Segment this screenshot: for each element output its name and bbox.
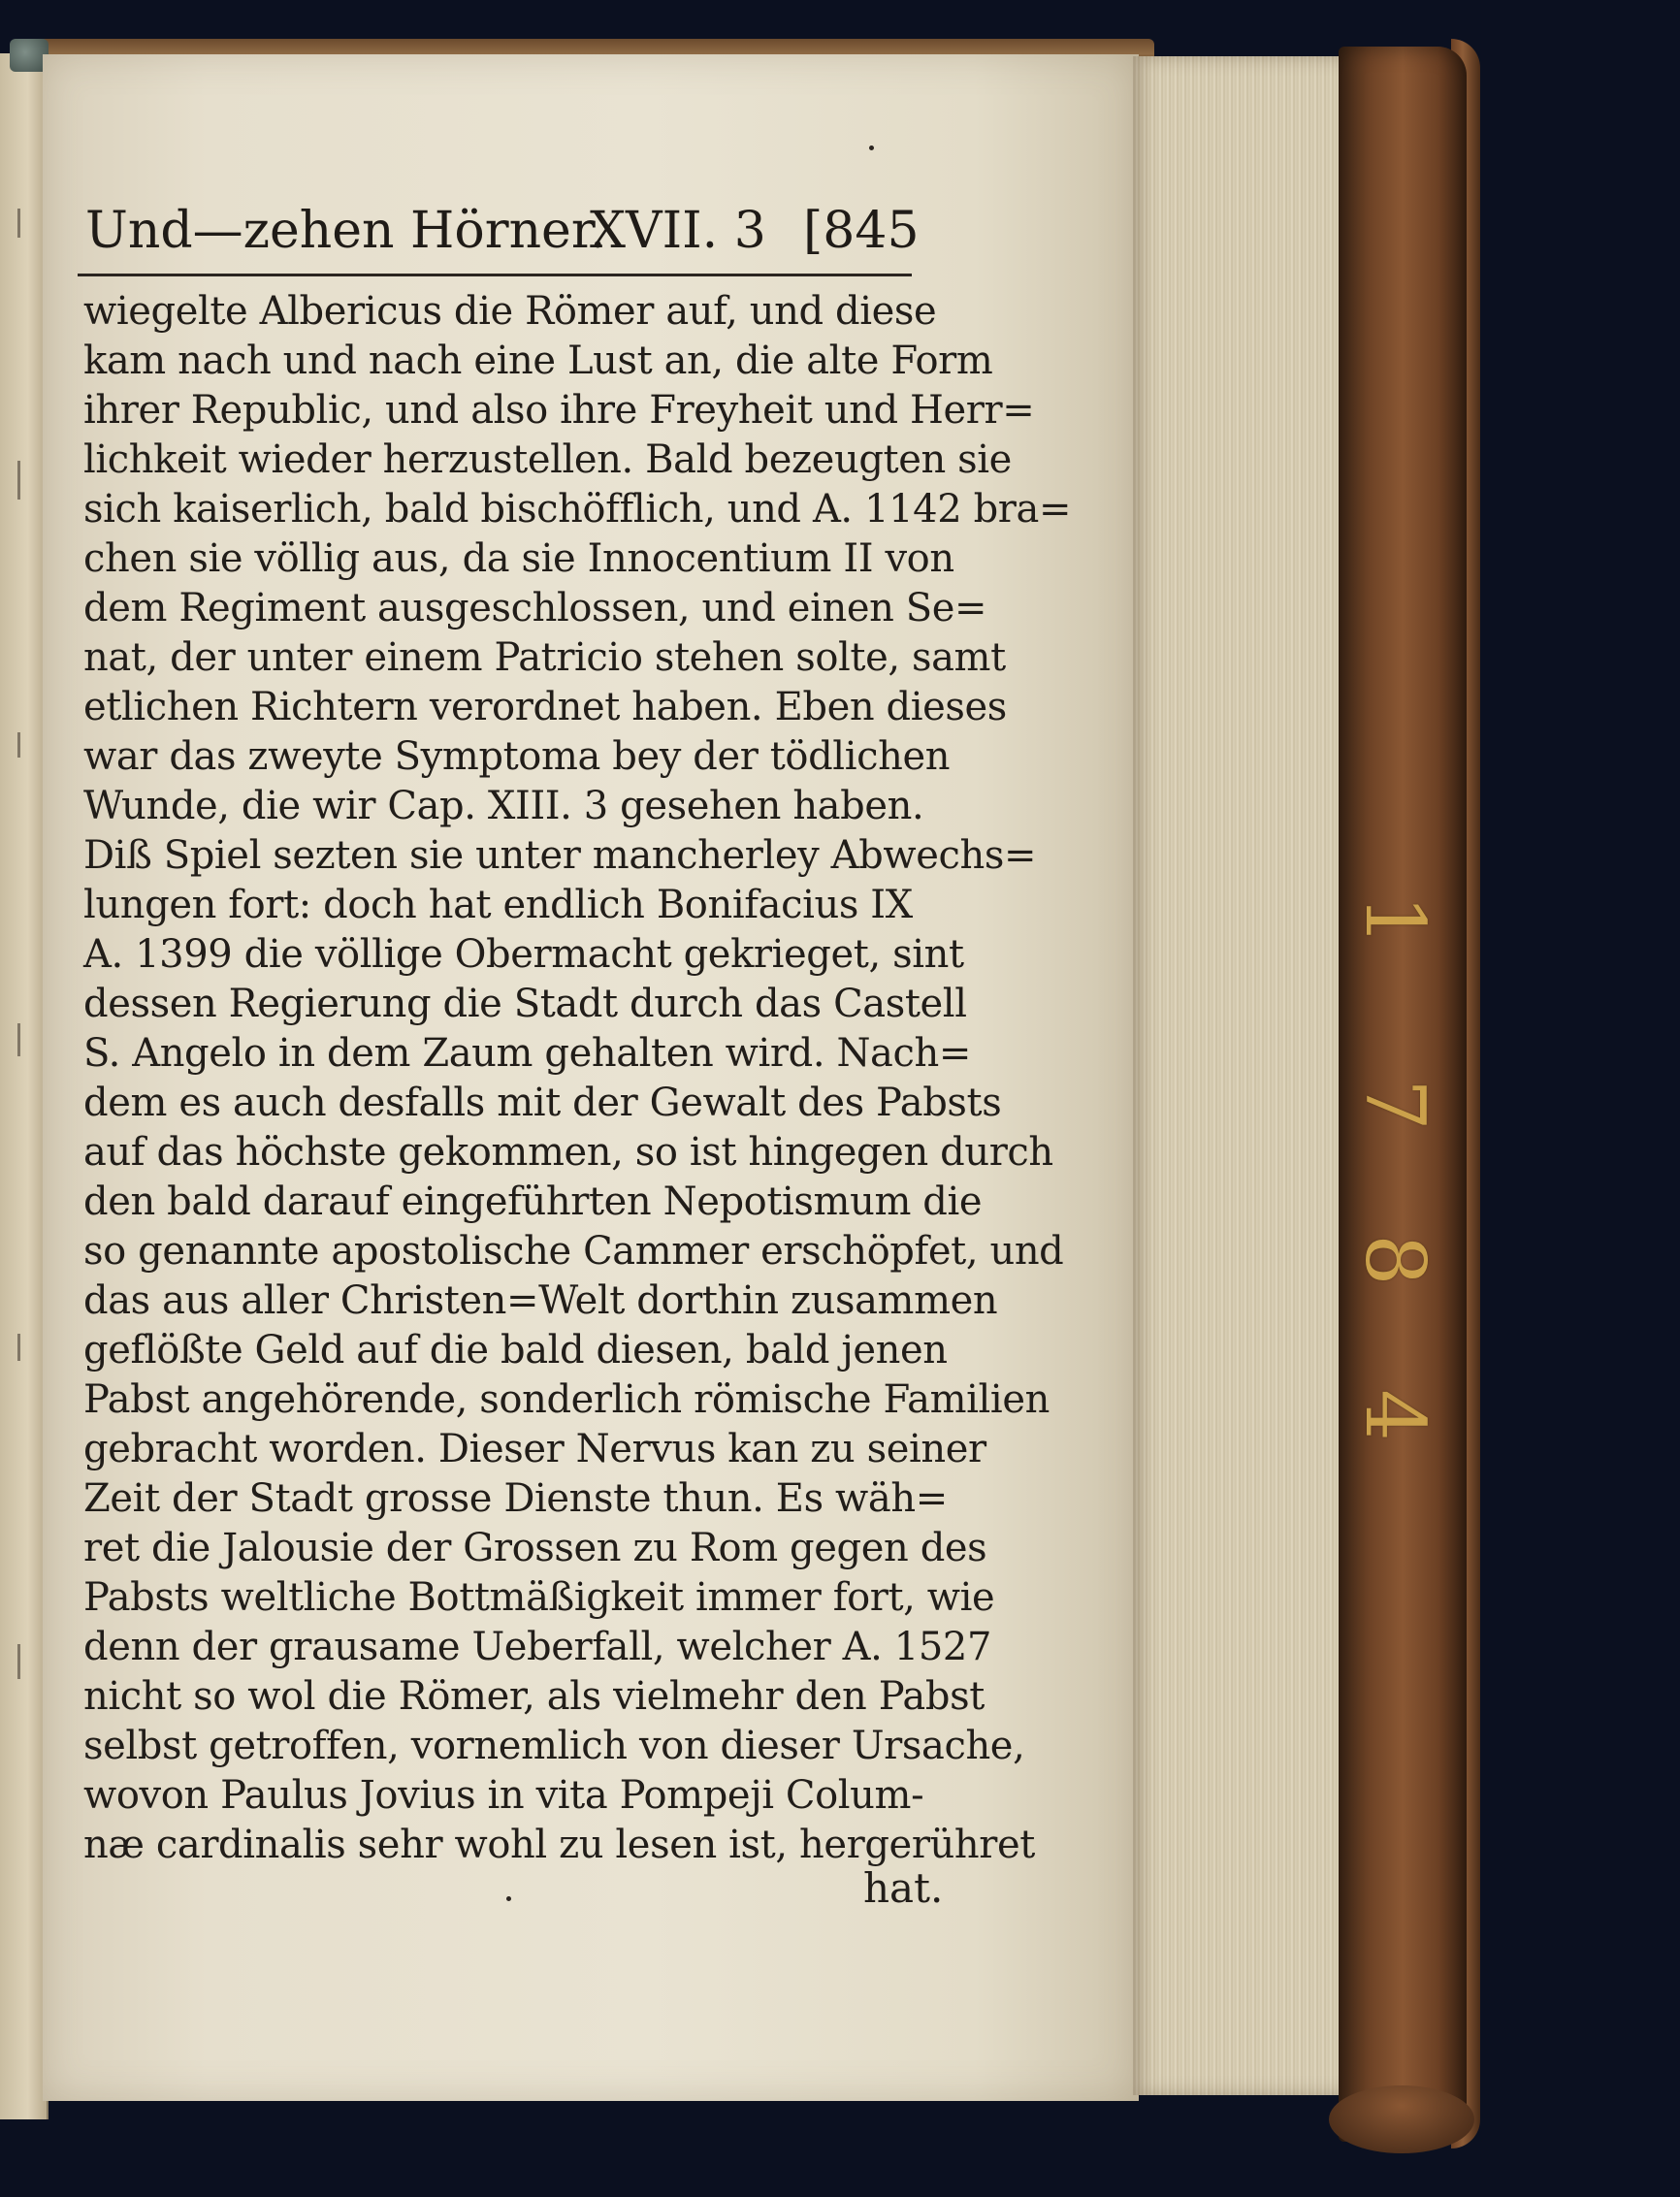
text-line: Wunde, die wir Cap. XIII. 3 gesehen haben. (83, 784, 924, 828)
text-line: wovon Paulus Jovius in vita Pompeji Colum- (83, 1773, 924, 1818)
page-speck (506, 1896, 511, 1901)
page-fore-edge (1133, 56, 1358, 2095)
text-line: so genannte apostolische Cammer erschöpfet, und (83, 1229, 1064, 1274)
text-line: næ cardinalis sehr wohl zu lesen ist, hergerühret (83, 1823, 1035, 1867)
text-line: Pabst angehörende, sonderlich römische Familien (83, 1377, 1050, 1422)
text-line: dessen Regierung die Stadt durch das Castell (83, 982, 967, 1026)
text-line: lungen fort: doch hat endlich Bonifacius IX (83, 883, 913, 927)
text-line: S. Angelo in dem Zaum gehalten wird. Nach= (83, 1031, 971, 1076)
page-speck (869, 145, 874, 150)
text-line: lichkeit wieder herzustellen. Bald bezeugten sie (83, 437, 1012, 482)
text-line: Diß Spiel sezten sie unter mancherley Abwechs= (83, 833, 1037, 878)
text-line: etlichen Richtern verordnet haben. Eben dieses (83, 685, 1007, 729)
text-line: wiegelte Albericus die Römer auf, und diese (83, 289, 937, 334)
text-line: nicht so wol die Römer, als vielmehr den Pabst (83, 1674, 985, 1719)
spine-digit: 4 (1347, 1389, 1442, 1441)
text-line: war das zweyte Symptoma bey der tödlichen (83, 734, 951, 779)
chapter-ref: XVII. 3 (590, 202, 766, 260)
text-line: das aus aller Christen=Welt dorthin zusammen (83, 1278, 998, 1323)
text-line: sich kaiserlich, bald bischöfflich, und A. 1142 bra= (83, 487, 1072, 532)
text-line: dem Regiment ausgeschlossen, und einen Se= (83, 586, 987, 630)
text-line: dem es auch desfalls mit der Gewalt des Pabsts (83, 1081, 1002, 1125)
spine-digit: 1 (1347, 894, 1442, 947)
running-title: Und—zehen Hörner. (85, 202, 606, 260)
text-line: A. 1399 die völlige Obermacht gekrieget, sint (83, 932, 964, 977)
body-text (83, 287, 1072, 1870)
text-line: nat, der unter einem Patricio stehen solte, samt (83, 635, 1006, 680)
text-line: selbst getroffen, vornemlich von dieser Ursache, (83, 1724, 1025, 1768)
spine-digit: 7 (1347, 1079, 1442, 1131)
text-line: gebracht worden. Dieser Nervus kan zu seiner (83, 1427, 986, 1471)
text-line: den bald darauf eingeführten Nepotismum die (83, 1179, 983, 1224)
page-number: [845 (803, 202, 920, 260)
text-line: kam nach und nach eine Lust an, die alte Form (83, 339, 993, 383)
text-line: ihrer Republic, und also ihre Freyheit und Herr= (83, 388, 1035, 433)
header-rule (78, 274, 912, 276)
text-line: chen sie völlig aus, da sie Innocentium II von (83, 536, 954, 581)
text-line: auf das höchste gekommen, so ist hingegen durch (83, 1130, 1053, 1175)
text-line: Pabsts weltliche Bottmäßigkeit immer fort, wie (83, 1575, 995, 1620)
catchword: hat. (863, 1864, 944, 1912)
text-line: ret die Jalousie der Grossen zu Rom gegen des (83, 1526, 987, 1570)
text-line: Zeit der Stadt grosse Dienste thun. Es wäh= (83, 1476, 948, 1521)
spine-digit: 8 (1347, 1234, 1442, 1286)
text-line: geflößte Geld auf die bald diesen, bald jenen (83, 1328, 948, 1373)
running-header (85, 202, 920, 279)
cover-corner (1329, 2085, 1474, 2153)
text-line: denn der grausame Ueberfall, welcher A. 1527 (83, 1625, 991, 1669)
left-page-edge (0, 53, 48, 2119)
